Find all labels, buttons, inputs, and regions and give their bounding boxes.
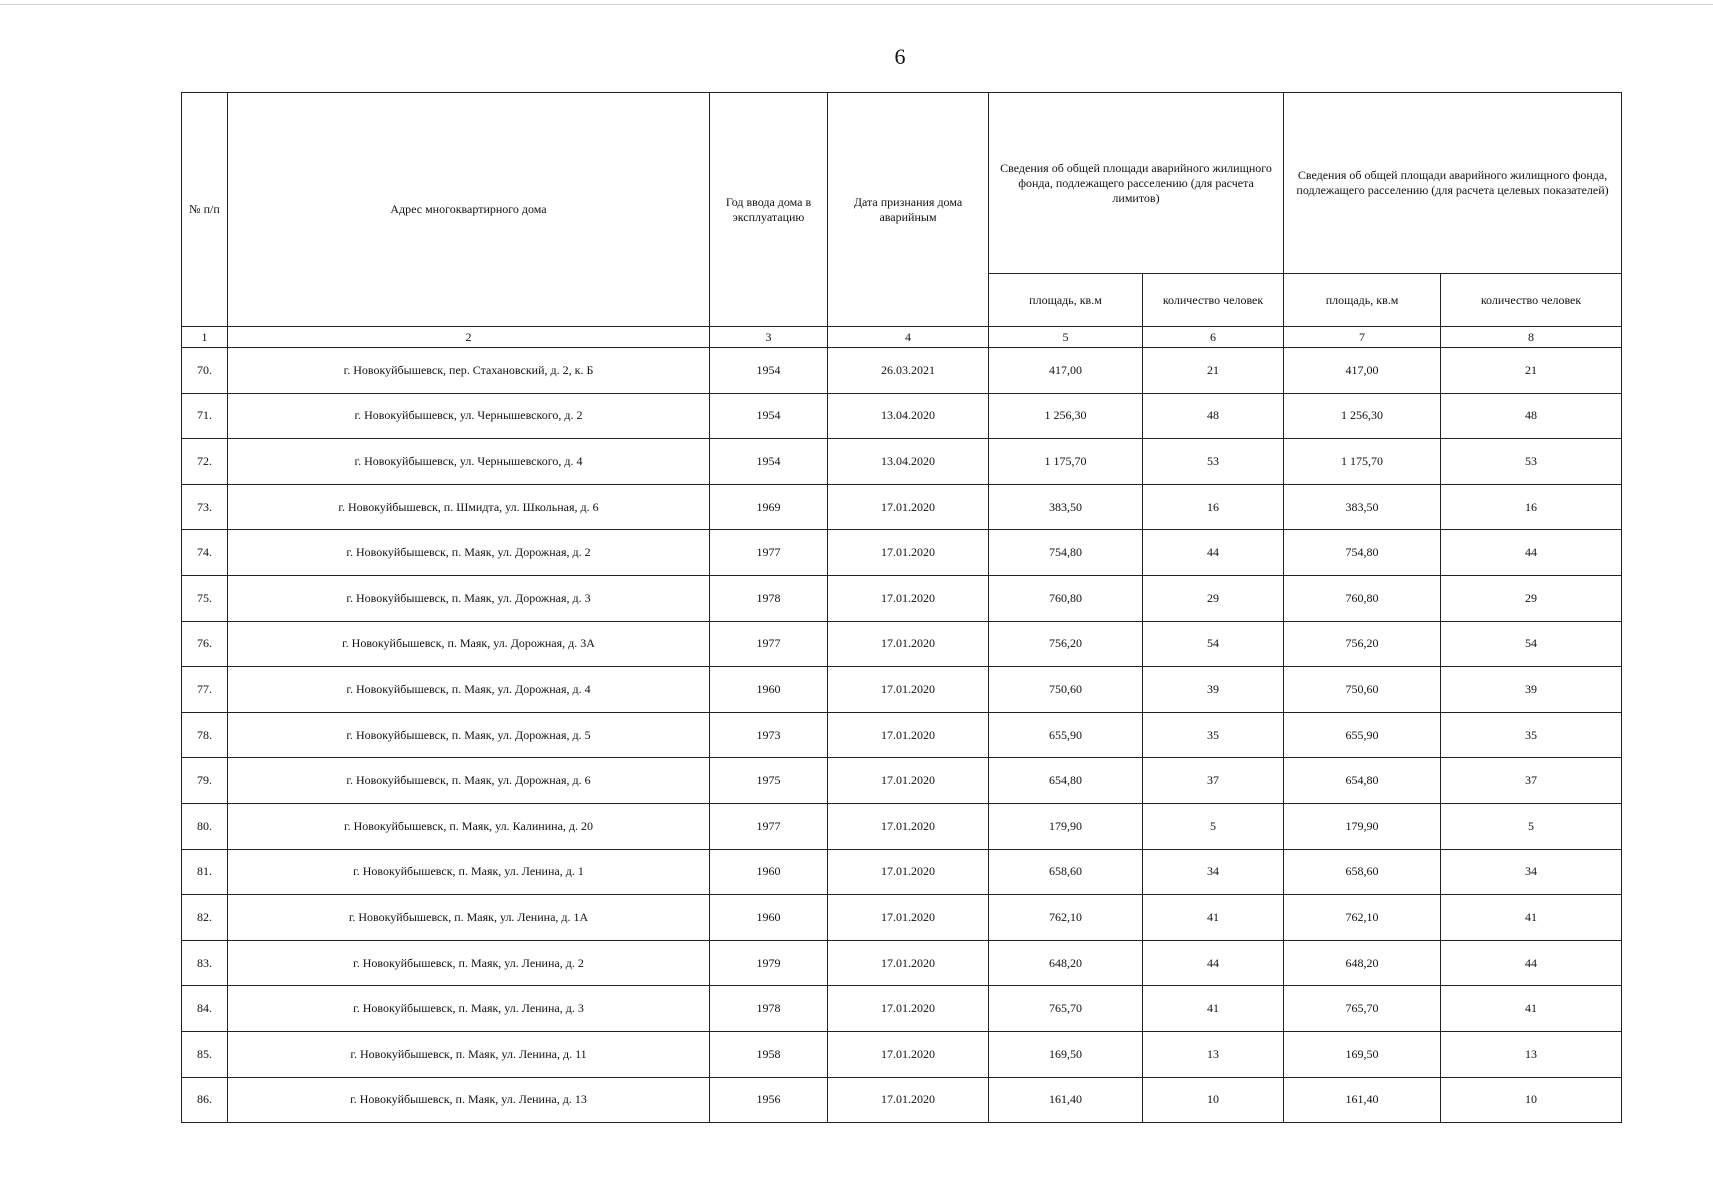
row-area-targets: 161,40 — [1284, 1077, 1441, 1123]
row-address: г. Новокуйбышевск, п. Маяк, ул. Дорожная, д. 3А — [228, 621, 710, 667]
row-date: 17.01.2020 — [828, 986, 989, 1032]
row-year: 1978 — [710, 575, 828, 621]
row-address: г. Новокуйбышевск, п. Маяк, ул. Дорожная, д. 2 — [228, 530, 710, 576]
row-people-targets: 29 — [1441, 575, 1622, 621]
row-people-limits: 44 — [1143, 940, 1284, 986]
row-people-targets: 21 — [1441, 348, 1622, 394]
row-people-limits: 35 — [1143, 712, 1284, 758]
row-area-limits: 417,00 — [989, 348, 1143, 394]
row-people-limits: 53 — [1143, 439, 1284, 485]
row-year: 1977 — [710, 530, 828, 576]
header-date: Дата признания дома аварийным — [828, 93, 989, 327]
row-date: 17.01.2020 — [828, 1077, 989, 1123]
row-area-limits: 765,70 — [989, 986, 1143, 1032]
row-people-targets: 35 — [1441, 712, 1622, 758]
row-date: 17.01.2020 — [828, 712, 989, 758]
row-area-limits: 648,20 — [989, 940, 1143, 986]
header-num: № п/п — [182, 93, 228, 327]
table-body — [182, 348, 1622, 1123]
row-address: г. Новокуйбышевск, п. Маяк, ул. Дорожная, д. 5 — [228, 712, 710, 758]
row-area-targets: 654,80 — [1284, 758, 1441, 804]
col-number: 4 — [828, 327, 989, 348]
row-year: 1954 — [710, 348, 828, 394]
col-number: 2 — [228, 327, 710, 348]
row-people-limits: 37 — [1143, 758, 1284, 804]
row-people-targets: 13 — [1441, 1031, 1622, 1077]
header-group-limits: Сведения об общей площади аварийного жилищного фонда, подлежащего расселению (для расчета лимитов) — [989, 93, 1284, 274]
emergency-housing-table — [181, 92, 1622, 1123]
row-area-limits: 169,50 — [989, 1031, 1143, 1077]
row-area-targets: 655,90 — [1284, 712, 1441, 758]
row-area-targets: 765,70 — [1284, 986, 1441, 1032]
row-year: 1977 — [710, 803, 828, 849]
header-area-targets: площадь, кв.м — [1284, 274, 1441, 327]
row-year: 1960 — [710, 849, 828, 895]
row-number: 79. — [182, 758, 228, 804]
row-area-targets: 754,80 — [1284, 530, 1441, 576]
table-row — [182, 940, 1622, 986]
row-number: 72. — [182, 439, 228, 485]
row-number: 86. — [182, 1077, 228, 1123]
row-area-targets: 179,90 — [1284, 803, 1441, 849]
row-people-targets: 41 — [1441, 895, 1622, 941]
row-address: г. Новокуйбышевск, п. Маяк, ул. Ленина, д. 1А — [228, 895, 710, 941]
row-people-targets: 44 — [1441, 530, 1622, 576]
header-year: Год ввода дома в эксплуатацию — [710, 93, 828, 327]
table-row — [182, 1031, 1622, 1077]
table-row — [182, 849, 1622, 895]
row-area-limits: 161,40 — [989, 1077, 1143, 1123]
row-area-targets: 417,00 — [1284, 348, 1441, 394]
row-number: 83. — [182, 940, 228, 986]
row-area-limits: 655,90 — [989, 712, 1143, 758]
row-people-limits: 48 — [1143, 393, 1284, 439]
row-number: 76. — [182, 621, 228, 667]
row-date: 17.01.2020 — [828, 758, 989, 804]
row-people-limits: 10 — [1143, 1077, 1284, 1123]
table-row — [182, 530, 1622, 576]
row-number: 82. — [182, 895, 228, 941]
row-people-targets: 44 — [1441, 940, 1622, 986]
row-area-targets: 1 256,30 — [1284, 393, 1441, 439]
row-date: 17.01.2020 — [828, 803, 989, 849]
col-number: 1 — [182, 327, 228, 348]
row-people-targets: 53 — [1441, 439, 1622, 485]
row-year: 1975 — [710, 758, 828, 804]
row-address: г. Новокуйбышевск, п. Маяк, ул. Дорожная, д. 3 — [228, 575, 710, 621]
row-date: 26.03.2021 — [828, 348, 989, 394]
row-year: 1960 — [710, 895, 828, 941]
row-people-targets: 39 — [1441, 667, 1622, 713]
table-row — [182, 712, 1622, 758]
row-area-targets: 658,60 — [1284, 849, 1441, 895]
row-address: г. Новокуйбышевск, ул. Чернышевского, д. 4 — [228, 439, 710, 485]
top-scan-rule — [0, 4, 1713, 5]
row-area-limits: 750,60 — [989, 667, 1143, 713]
row-year: 1954 — [710, 439, 828, 485]
row-number: 80. — [182, 803, 228, 849]
row-area-targets: 760,80 — [1284, 575, 1441, 621]
row-people-limits: 41 — [1143, 986, 1284, 1032]
row-date: 17.01.2020 — [828, 484, 989, 530]
row-year: 1977 — [710, 621, 828, 667]
row-area-limits: 762,10 — [989, 895, 1143, 941]
table-row — [182, 484, 1622, 530]
row-people-targets: 37 — [1441, 758, 1622, 804]
row-number: 77. — [182, 667, 228, 713]
row-area-targets: 648,20 — [1284, 940, 1441, 986]
table-row — [182, 575, 1622, 621]
row-area-limits: 658,60 — [989, 849, 1143, 895]
row-area-targets: 1 175,70 — [1284, 439, 1441, 485]
row-number: 78. — [182, 712, 228, 758]
row-year: 1960 — [710, 667, 828, 713]
table-row — [182, 439, 1622, 485]
header-group-targets: Сведения об общей площади аварийного жилищного фонда, подлежащего расселению (для расчета целевых показателей) — [1284, 93, 1622, 274]
col-number: 5 — [989, 327, 1143, 348]
row-area-limits: 383,50 — [989, 484, 1143, 530]
row-year: 1979 — [710, 940, 828, 986]
row-people-limits: 39 — [1143, 667, 1284, 713]
header-area-limits: площадь, кв.м — [989, 274, 1143, 327]
row-people-limits: 21 — [1143, 348, 1284, 394]
table-row — [182, 667, 1622, 713]
row-address: г. Новокуйбышевск, п. Маяк, ул. Калинина, д. 20 — [228, 803, 710, 849]
row-address: г. Новокуйбышевск, пер. Стахановский, д. 2, к. Б — [228, 348, 710, 394]
row-people-targets: 54 — [1441, 621, 1622, 667]
row-address: г. Новокуйбышевск, п. Маяк, ул. Ленина, д. 3 — [228, 986, 710, 1032]
table-row — [182, 986, 1622, 1032]
row-address: г. Новокуйбышевск, п. Маяк, ул. Дорожная, д. 6 — [228, 758, 710, 804]
row-year: 1973 — [710, 712, 828, 758]
row-date: 17.01.2020 — [828, 895, 989, 941]
table-row — [182, 895, 1622, 941]
row-people-limits: 5 — [1143, 803, 1284, 849]
row-year: 1978 — [710, 986, 828, 1032]
row-people-targets: 5 — [1441, 803, 1622, 849]
row-year: 1954 — [710, 393, 828, 439]
row-number: 75. — [182, 575, 228, 621]
row-area-limits: 754,80 — [989, 530, 1143, 576]
row-people-limits: 16 — [1143, 484, 1284, 530]
row-date: 17.01.2020 — [828, 575, 989, 621]
row-people-targets: 48 — [1441, 393, 1622, 439]
row-year: 1956 — [710, 1077, 828, 1123]
row-date: 13.04.2020 — [828, 393, 989, 439]
row-date: 13.04.2020 — [828, 439, 989, 485]
row-date: 17.01.2020 — [828, 530, 989, 576]
row-year: 1969 — [710, 484, 828, 530]
row-address: г. Новокуйбышевск, п. Маяк, ул. Ленина, д. 1 — [228, 849, 710, 895]
row-people-limits: 44 — [1143, 530, 1284, 576]
col-number: 6 — [1143, 327, 1284, 348]
header-people-limits: количество человек — [1143, 274, 1284, 327]
row-area-limits: 760,80 — [989, 575, 1143, 621]
row-people-targets: 10 — [1441, 1077, 1622, 1123]
row-people-limits: 29 — [1143, 575, 1284, 621]
table-row — [182, 393, 1622, 439]
row-address: г. Новокуйбышевск, п. Шмидта, ул. Школьная, д. 6 — [228, 484, 710, 530]
row-area-targets: 756,20 — [1284, 621, 1441, 667]
col-number: 3 — [710, 327, 828, 348]
row-date: 17.01.2020 — [828, 940, 989, 986]
row-address: г. Новокуйбышевск, п. Маяк, ул. Дорожная, д. 4 — [228, 667, 710, 713]
row-number: 81. — [182, 849, 228, 895]
row-number: 84. — [182, 986, 228, 1032]
row-date: 17.01.2020 — [828, 667, 989, 713]
table-row — [182, 348, 1622, 394]
table-row — [182, 758, 1622, 804]
row-area-limits: 1 256,30 — [989, 393, 1143, 439]
page-number: 6 — [894, 44, 906, 69]
row-area-limits: 1 175,70 — [989, 439, 1143, 485]
col-number: 7 — [1284, 327, 1441, 348]
row-people-targets: 34 — [1441, 849, 1622, 895]
row-number: 74. — [182, 530, 228, 576]
row-area-limits: 179,90 — [989, 803, 1143, 849]
header-people-targets: количество человек — [1441, 274, 1622, 327]
row-area-limits: 654,80 — [989, 758, 1143, 804]
row-address: г. Новокуйбышевск, п. Маяк, ул. Ленина, д. 11 — [228, 1031, 710, 1077]
row-people-limits: 34 — [1143, 849, 1284, 895]
row-area-targets: 169,50 — [1284, 1031, 1441, 1077]
table-row — [182, 1077, 1622, 1123]
row-people-targets: 16 — [1441, 484, 1622, 530]
row-date: 17.01.2020 — [828, 1031, 989, 1077]
row-area-targets: 383,50 — [1284, 484, 1441, 530]
row-people-limits: 13 — [1143, 1031, 1284, 1077]
row-people-targets: 41 — [1441, 986, 1622, 1032]
row-year: 1958 — [710, 1031, 828, 1077]
table-row — [182, 621, 1622, 667]
table-row — [182, 803, 1622, 849]
row-address: г. Новокуйбышевск, ул. Чернышевского, д. 2 — [228, 393, 710, 439]
header-address: Адрес многоквартирного дома — [228, 93, 710, 327]
row-area-limits: 756,20 — [989, 621, 1143, 667]
row-area-targets: 762,10 — [1284, 895, 1441, 941]
row-area-targets: 750,60 — [1284, 667, 1441, 713]
row-address: г. Новокуйбышевск, п. Маяк, ул. Ленина, д. 2 — [228, 940, 710, 986]
row-number: 85. — [182, 1031, 228, 1077]
row-date: 17.01.2020 — [828, 849, 989, 895]
row-number: 70. — [182, 348, 228, 394]
row-number: 73. — [182, 484, 228, 530]
row-people-limits: 54 — [1143, 621, 1284, 667]
row-address: г. Новокуйбышевск, п. Маяк, ул. Ленина, д. 13 — [228, 1077, 710, 1123]
row-number: 71. — [182, 393, 228, 439]
row-people-limits: 41 — [1143, 895, 1284, 941]
col-number: 8 — [1441, 327, 1622, 348]
row-date: 17.01.2020 — [828, 621, 989, 667]
